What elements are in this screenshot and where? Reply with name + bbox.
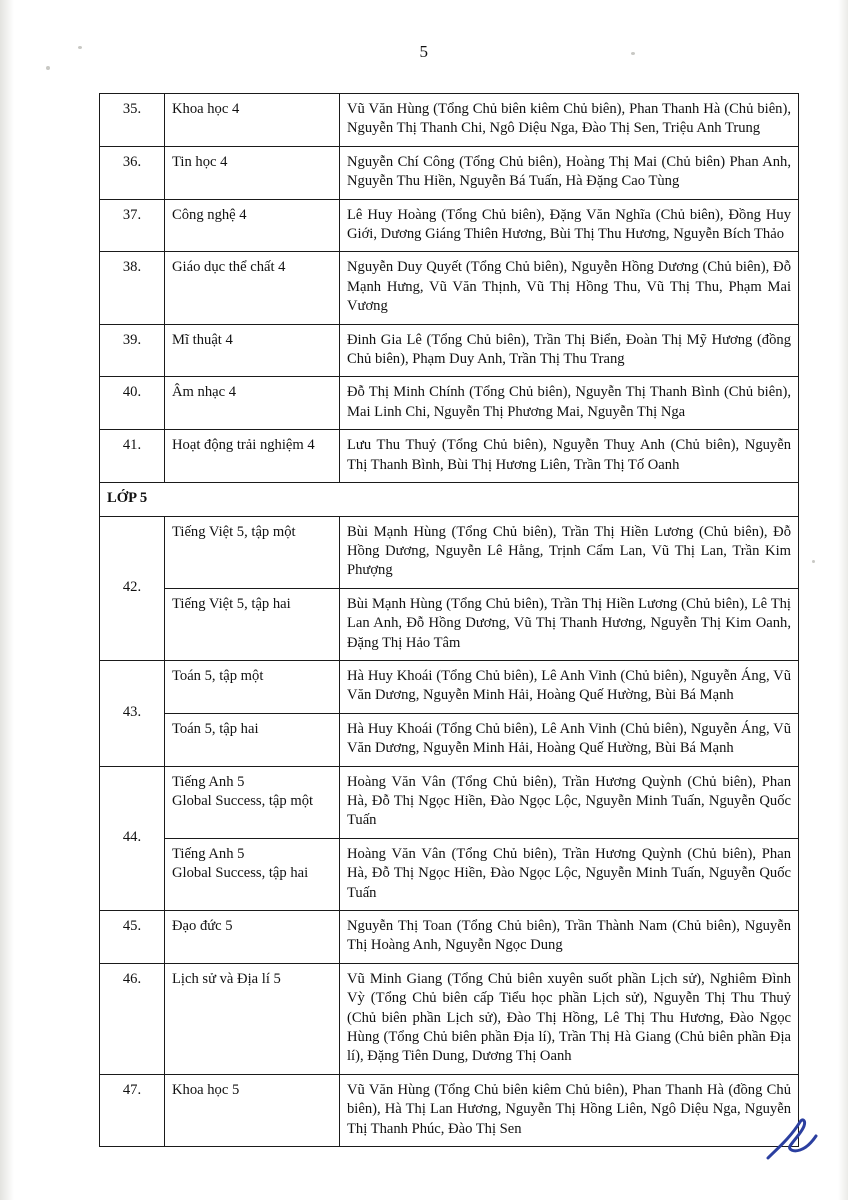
authors-cell: Bùi Mạnh Hùng (Tổng Chủ biên), Trần Thị Hiền Lương (Chủ biên), Đỗ Hồng Dương, Nguyễn Lê Hằng, Trịnh Cẩm Lan, Vũ Thị Lan, Trần Kim Phượng — [340, 516, 799, 588]
subject-title — [165, 713, 340, 766]
subject-title — [165, 146, 340, 199]
authors-cell: Nguyễn Thị Toan (Tổng Chủ biên), Trần Thành Nam (Chủ biên), Nguyễn Thị Hoàng Anh, Nguyễn Ngọc Dung — [340, 911, 799, 964]
subject-title-line: Tiếng Anh 5 — [172, 845, 245, 862]
scan-speck — [812, 560, 815, 563]
subject-title — [165, 324, 340, 377]
group-label: LỚP 5 — [100, 483, 799, 516]
authors-cell: Nguyễn Chí Công (Tổng Chủ biên), Hoàng Thị Mai (Chủ biên) Phan Anh, Nguyễn Thu Hiền, Nguyễn Bá Tuấn, Hà Đặng Cao Tùng — [340, 146, 799, 199]
table-group-row — [100, 483, 799, 516]
subject-title-line: Tiếng Việt 5, tập một — [172, 523, 296, 540]
row-number: 41. — [100, 430, 165, 483]
subject-title — [165, 199, 340, 252]
authors-cell: Bùi Mạnh Hùng (Tổng Chủ biên), Trần Thị Hiền Lương (Chủ biên), Lê Thị Lan Anh, Đỗ Hồng Dương, Vũ Thị Thanh Hương, Nguyễn Thị Kim Oanh, Đặng Thị Hảo Tâm — [340, 588, 799, 660]
table-row — [100, 324, 799, 377]
subject-title-line: Tin học 4 — [172, 153, 228, 170]
textbook-list-table — [99, 93, 799, 1147]
subject-title-line: Global Success, tập hai — [172, 865, 309, 882]
table-row — [100, 911, 799, 964]
row-number: 46. — [100, 963, 165, 1074]
table-row — [100, 766, 799, 838]
subject-title — [165, 1074, 340, 1146]
table-row — [100, 713, 799, 766]
subject-title — [165, 252, 340, 324]
row-number: 47. — [100, 1074, 165, 1146]
subject-title-line: Tiếng Anh 5 — [172, 773, 245, 790]
subject-title-line: Global Success, tập một — [172, 792, 314, 809]
subject-title — [165, 766, 340, 838]
row-number: 38. — [100, 252, 165, 324]
table-row — [100, 588, 799, 660]
table-row — [100, 94, 799, 147]
table-row — [100, 252, 799, 324]
subject-title — [165, 377, 340, 430]
authors-cell: Hà Huy Khoái (Tổng Chủ biên), Lê Anh Vinh (Chủ biên), Nguyễn Áng, Vũ Văn Dương, Nguyễn Minh Hải, Hoàng Quế Hường, Bùi Bá Mạnh — [340, 660, 799, 713]
authors-cell: Đỗ Thị Minh Chính (Tổng Chủ biên), Nguyễn Thị Thanh Bình (Chủ biên), Mai Linh Chi, Nguyễn Thị Phương Mai, Nguyễn Thị Nga — [340, 377, 799, 430]
subject-title-line: Toán 5, tập hai — [172, 720, 259, 737]
authors-cell: Nguyễn Duy Quyết (Tổng Chủ biên), Nguyễn Hồng Dương (Chủ biên), Đỗ Mạnh Hưng, Vũ Văn Thịnh, Vũ Thị Hồng Thu, Vũ Thị Thu, Phạm Mai Vương — [340, 252, 799, 324]
subject-title — [165, 963, 340, 1074]
authors-cell: Hoàng Văn Vân (Tổng Chủ biên), Trần Hương Quỳnh (Chủ biên), Phan Hà, Đỗ Thị Ngọc Hiền, Đào Ngọc Lộc, Nguyễn Minh Tuấn, Nguyễn Quốc Tuấn — [340, 766, 799, 838]
table-row — [100, 516, 799, 588]
authors-cell: Vũ Văn Hùng (Tổng Chủ biên kiêm Chủ biên), Phan Thanh Hà (đồng Chủ biên), Hà Thị Lan Hương, Nguyễn Thị Hồng Liên, Ngô Diệu Nga, Nguyễn Thị Thanh Phúc, Đào Thị Sen — [340, 1074, 799, 1146]
subject-title-line: Lịch sử và Địa lí 5 — [172, 970, 281, 987]
authors-cell: Vũ Văn Hùng (Tổng Chủ biên kiêm Chủ biên), Phan Thanh Hà (Chủ biên), Nguyễn Thị Thanh Chi, Ngô Diệu Nga, Đào Thị Sen, Triệu Anh Trung — [340, 94, 799, 147]
subject-title-line: Khoa học 4 — [172, 101, 240, 117]
subject-title — [165, 838, 340, 910]
subject-title — [165, 430, 340, 483]
table-row — [100, 199, 799, 252]
table-row — [100, 660, 799, 713]
authors-cell: Lê Huy Hoàng (Tổng Chủ biên), Đặng Văn Nghĩa (Chủ biên), Đồng Huy Giới, Dương Giáng Thiên Hương, Bùi Thị Thu Hương, Nguyễn Bích Thảo — [340, 199, 799, 252]
table-row — [100, 963, 799, 1074]
row-number: 37. — [100, 199, 165, 252]
subject-title-line: Toán 5, tập một — [172, 667, 264, 684]
table-row — [100, 838, 799, 910]
subject-title — [165, 588, 340, 660]
subject-title — [165, 911, 340, 964]
subject-title-line: Tiếng Việt 5, tập hai — [172, 595, 291, 612]
subject-title — [165, 660, 340, 713]
authors-cell: Vũ Minh Giang (Tổng Chủ biên xuyên suốt phần Lịch sử), Nghiêm Đình Vỳ (Tổng Chủ biên cấp Tiểu học phần Lịch sử), Nguyễn Thị Thu Thuỷ (Chủ biên phần Lịch sử), Đào Thị Hồng, Lê Thị Thu Hương, Đào Ngọc Hùng (Tổng Chủ biên phần Địa lí), Trần Thị Hà Giang (Chủ biên phần Địa lí), Đặng Tiên Dung, Dương Thị Oanh — [340, 963, 799, 1074]
subject-title-line: Công nghệ 4 — [172, 206, 247, 223]
row-number: 35. — [100, 94, 165, 147]
row-number: 45. — [100, 911, 165, 964]
subject-title-line: Đạo đức 5 — [172, 918, 233, 934]
authors-cell: Lưu Thu Thuỷ (Tổng Chủ biên), Nguyễn Thuỵ Anh (Chủ biên), Nguyễn Thị Thanh Bình, Bùi Thị Hương Liên, Trần Thị Tố Oanh — [340, 430, 799, 483]
table-row — [100, 377, 799, 430]
row-number: 36. — [100, 146, 165, 199]
subject-title-line: Khoa học 5 — [172, 1081, 240, 1098]
scan-speck — [46, 66, 50, 70]
row-number: 39. — [100, 324, 165, 377]
subject-title — [165, 94, 340, 147]
row-number: 40. — [100, 377, 165, 430]
row-number: 43. — [100, 660, 165, 766]
subject-title-line: Mĩ thuật 4 — [172, 331, 233, 348]
authors-cell: Đinh Gia Lê (Tổng Chủ biên), Trần Thị Biển, Đoàn Thị Mỹ Hương (đồng Chủ biên), Phạm Duy Anh, Trần Thị Thu Trang — [340, 324, 799, 377]
subject-title-line: Âm nhạc 4 — [172, 384, 237, 401]
page-number: 5 — [419, 42, 429, 61]
subject-title-line: Giáo dục thể chất 4 — [172, 259, 286, 276]
table-row — [100, 146, 799, 199]
table-row — [100, 430, 799, 483]
row-number: 42. — [100, 516, 165, 660]
subject-title — [165, 516, 340, 588]
row-number: 44. — [100, 766, 165, 910]
authors-cell: Hoàng Văn Vân (Tổng Chủ biên), Trần Hương Quỳnh (Chủ biên), Phan Hà, Đỗ Thị Ngọc Hiền, Đào Ngọc Lộc, Nguyễn Minh Tuấn, Nguyễn Quốc Tuấn — [340, 838, 799, 910]
table-row — [100, 1074, 799, 1146]
subject-title-line: Hoạt động trải nghiệm 4 — [172, 437, 315, 454]
authors-cell: Hà Huy Khoái (Tổng Chủ biên), Lê Anh Vinh (Chủ biên), Nguyễn Áng, Vũ Văn Dương, Nguyễn Minh Hải, Hoàng Quế Hường, Bùi Bá Mạnh — [340, 713, 799, 766]
